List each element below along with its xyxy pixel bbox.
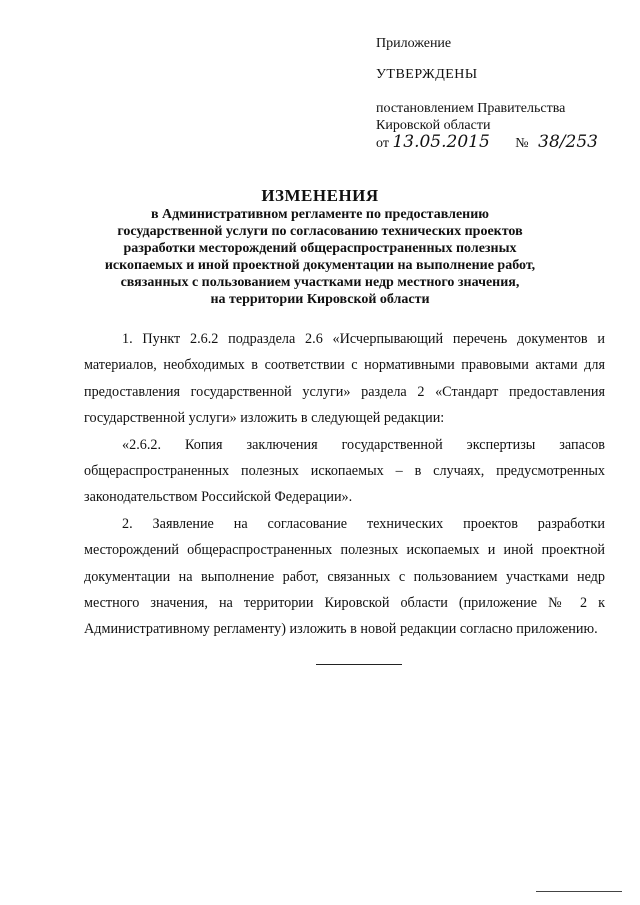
approved-label: УТВЕРЖДЕНЫ [376, 67, 478, 82]
title-line: государственной услуги по согласованию технических проектов [117, 224, 523, 239]
paragraph-2: 2. Заявление на согласование технических проектов разработки месторождений общераспространенных полезных ископаемых и иной проектной документации на выполнение работ, связанных с пользованием участками недр местного значения, на территории Кировской области (приложение № 2 к Административному регламенту) изложить в новой редакции согласно приложению. [84, 515, 605, 638]
title-line: в Административном регламенте по предоставлению [151, 207, 489, 222]
date-line [376, 134, 598, 152]
document-title [70, 186, 570, 308]
title-line: на территории Кировской области [210, 292, 430, 307]
title-line: связанных с пользованием участками недр местного значения, [120, 275, 520, 290]
number-prefix: № [515, 136, 529, 151]
resolution-label: постановлением Правительства [376, 101, 566, 116]
title-line: ископаемых и иной проектной документации на выполнение работ, [104, 258, 536, 273]
title-line: разработки месторождений общераспространенных полезных [123, 241, 517, 256]
bottom-margin-line [536, 891, 622, 892]
handwritten-date: 13.05.2015 [392, 132, 490, 152]
appendix-label: Приложение [376, 36, 452, 51]
document-body [84, 326, 605, 643]
closing-rule [316, 664, 402, 665]
date-prefix: от [376, 136, 389, 151]
paragraph-1: 1. Пункт 2.6.2 подраздела 2.6 «Исчерпывающий перечень документов и материалов, необходимых в соответствии с нормативными правовыми актами для предоставления государственной услуги» раздела 2 «Стандарт предоставления государственной услуги» изложить в следующей редакции: [84, 331, 605, 427]
paragraph-quote: «2.6.2. Копия заключения государственной экспертизы запасов общераспространенных полезных ископаемых – в случаях, предусмотренных законодательством Российской Федерации». [84, 436, 605, 506]
region-label: Кировской области [376, 118, 491, 133]
title-main: ИЗМЕНЕНИЯ [261, 186, 379, 205]
handwritten-number: 38/253 [538, 132, 598, 152]
